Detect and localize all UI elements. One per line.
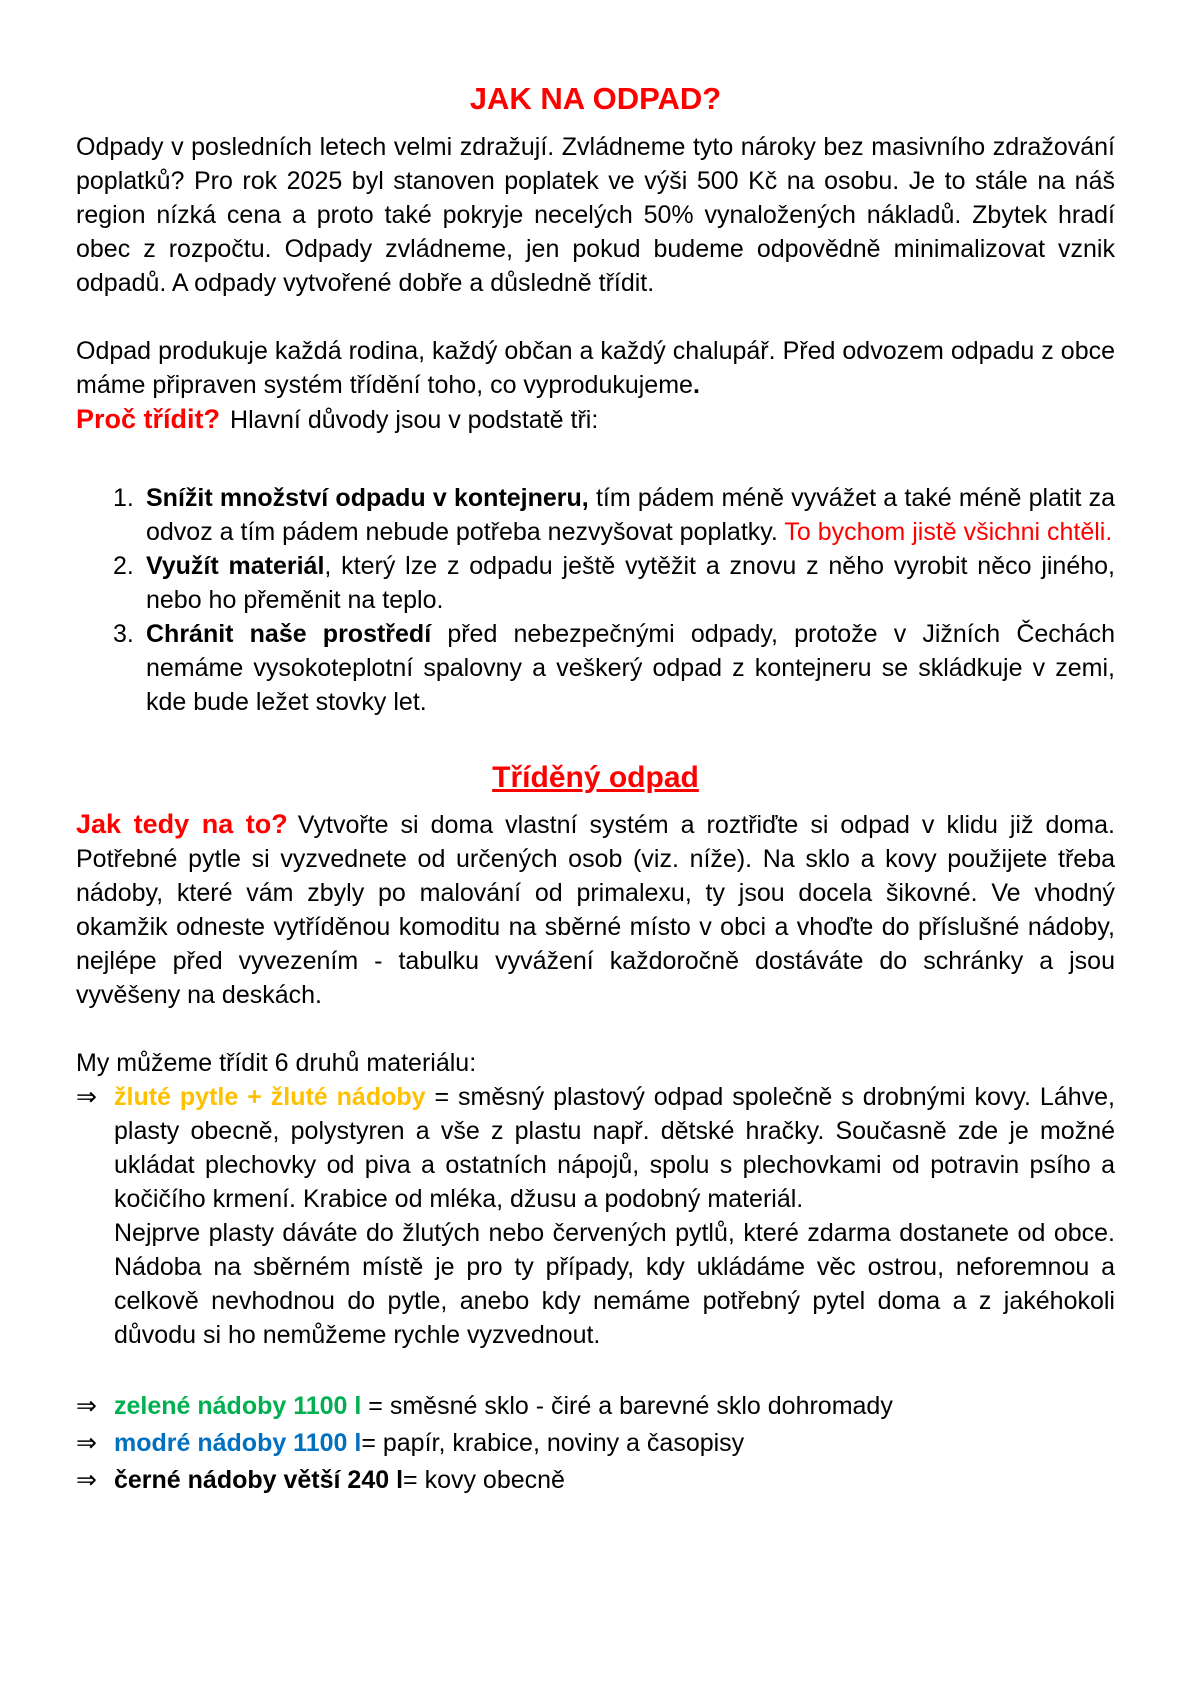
- double-arrow-icon: ⇒: [76, 1392, 97, 1420]
- reason-number: 3.: [113, 620, 134, 648]
- material-label: zelené nádoby 1100 l: [114, 1392, 362, 1420]
- production-text: Odpad produkuje každá rodina, každý občan a každý chalupář. Před odvozem odpadu z obce máme připraven systém třídění toho, co vyprodukujeme: [76, 337, 1115, 399]
- material-description-paragraph: [114, 1080, 1115, 1216]
- reason-text: , který lze z odpadu ještě vytěžit a znovu z něho vyrobit něco jiného, nebo ho přeměnit na teplo.: [146, 552, 1115, 614]
- reason-lead: Chránit naše prostředí: [146, 620, 432, 648]
- material-label: modré nádoby 1100 l: [114, 1429, 362, 1457]
- why-sort-lead: Proč třídit?: [76, 404, 221, 434]
- material-item-yellow-bags: [76, 1080, 1115, 1352]
- reason-number: 1.: [113, 484, 134, 512]
- material-description: = papír, krabice, noviny a časopisy: [361, 1429, 745, 1457]
- material-description: = směsný plastový odpad společně s drobnými kovy. Láhve, plasty obecně, polystyren a vše z plastu např. dětské hračky. Současně zde je možné ukládat plechovky od piva a ostatních nápojů, spolu s plechovkami od potravin psího a kočičího krmení. Krabice od mléka, džusu a podobný materiál.: [114, 1083, 1115, 1213]
- production-period: .: [692, 371, 700, 399]
- material-item-blue-bins: [76, 1425, 1115, 1462]
- double-arrow-icon: ⇒: [76, 1083, 97, 1111]
- page-title: JAK NA ODPAD?: [469, 81, 722, 116]
- reason-text-block: [146, 549, 1115, 617]
- reason-item-3: [76, 617, 1115, 719]
- reason-lead: Snížit množství odpadu v kontejneru,: [146, 484, 589, 512]
- reason-text: tím pádem méně vyvážet a také méně platit za odvoz a tím pádem nebude potřeba nezvyšovat poplatky.: [146, 484, 1115, 546]
- material-text-block: [114, 1388, 1115, 1425]
- reasons-list: [76, 481, 1115, 719]
- material-item-black-bins: [76, 1462, 1115, 1499]
- why-sort-line: [76, 402, 1115, 437]
- material-item-green-bins: [76, 1388, 1115, 1425]
- reason-text-block: [146, 481, 1115, 549]
- material-description: = kovy obecně: [403, 1466, 565, 1494]
- why-sort-rest: Hlavní důvody jsou v podstatě tři:: [230, 406, 599, 434]
- material-text-block: [114, 1425, 1115, 1462]
- how-to-text: Vytvořte si doma vlastní systém a roztřiďte si odpad v klidu již doma. Potřebné pytle si vyzvednete od určených osob (viz. níže). Na sklo a kovy použijete třeba nádoby, které vám zbyly po malování od primalexu, ty jsou docela šikovné. Ve vhodný okamžik odneste vytříděnou komoditu na sběrné místo v obci a vhoďte do příslušné nádoby, nejlépe před vyvezením - tabulku vyvážení každoročně dostáváte do schránky a jsou vyvěšeny na deskách.: [76, 811, 1115, 1009]
- reason-text: před nebezpečnými odpady, protože v Jižních Čechách nemáme vysokoteplotní spalovny a veškerý odpad z kontejneru se skládkuje v zemi, kde bude ležet stovky let.: [146, 620, 1115, 716]
- production-paragraph: [76, 334, 1115, 402]
- reason-item-2: [76, 549, 1115, 617]
- how-to-lead: Jak tedy na to?: [76, 809, 288, 839]
- reason-lead: Využít materiál: [146, 552, 325, 580]
- intro-paragraph: Odpady v posledních letech velmi zdražují. Zvládneme tyto nároky bez masivního zdražování poplatků? Pro rok 2025 byl stanoven poplatek ve výši 500 Kč na osobu. Je to stále na náš region nízká cena a proto také pokryje necelých 50% vynaložených nákladů. Zbytek hradí obec z rozpočtu. Odpady zvládneme, jen pokud budeme odpovědně minimalizovat vznik odpadů. A odpady vytvořené dobře a důsledně třídit.: [76, 133, 1115, 297]
- how-to-paragraph: [76, 807, 1115, 1012]
- materials-list: [76, 1080, 1115, 1499]
- double-arrow-icon: ⇒: [76, 1429, 97, 1457]
- material-label: černé nádoby větší 240 l: [114, 1466, 404, 1494]
- material-extra-paragraph: Nejprve plasty dáváte do žlutých nebo červených pytlů, které zdarma dostanete od obce. Nádoba na sběrném místě je pro ty případy, kdy ukládáme věc ostrou, neforemnou a celkově nevhodnou do pytle, anebo kdy nemáme potřebný pytel doma a z jakéhokoli důvodu si ho nemůžeme rychle vyzvednout.: [114, 1219, 1115, 1349]
- reason-item-1: [76, 481, 1115, 549]
- material-text-block: [114, 1080, 1115, 1352]
- section-heading: Tříděný odpad: [492, 761, 699, 794]
- material-description: = směsné sklo - čiré a barevné sklo dohromady: [361, 1392, 893, 1420]
- reason-highlight: To bychom jistě všichni chtěli.: [784, 518, 1113, 546]
- material-label: žluté pytle + žluté nádoby: [114, 1083, 426, 1111]
- reason-text-block: [146, 617, 1115, 719]
- material-text-block: [114, 1462, 1115, 1499]
- materials-intro: My můžeme třídit 6 druhů materiálu:: [76, 1049, 477, 1077]
- double-arrow-icon: ⇒: [76, 1466, 97, 1494]
- reason-number: 2.: [113, 552, 134, 580]
